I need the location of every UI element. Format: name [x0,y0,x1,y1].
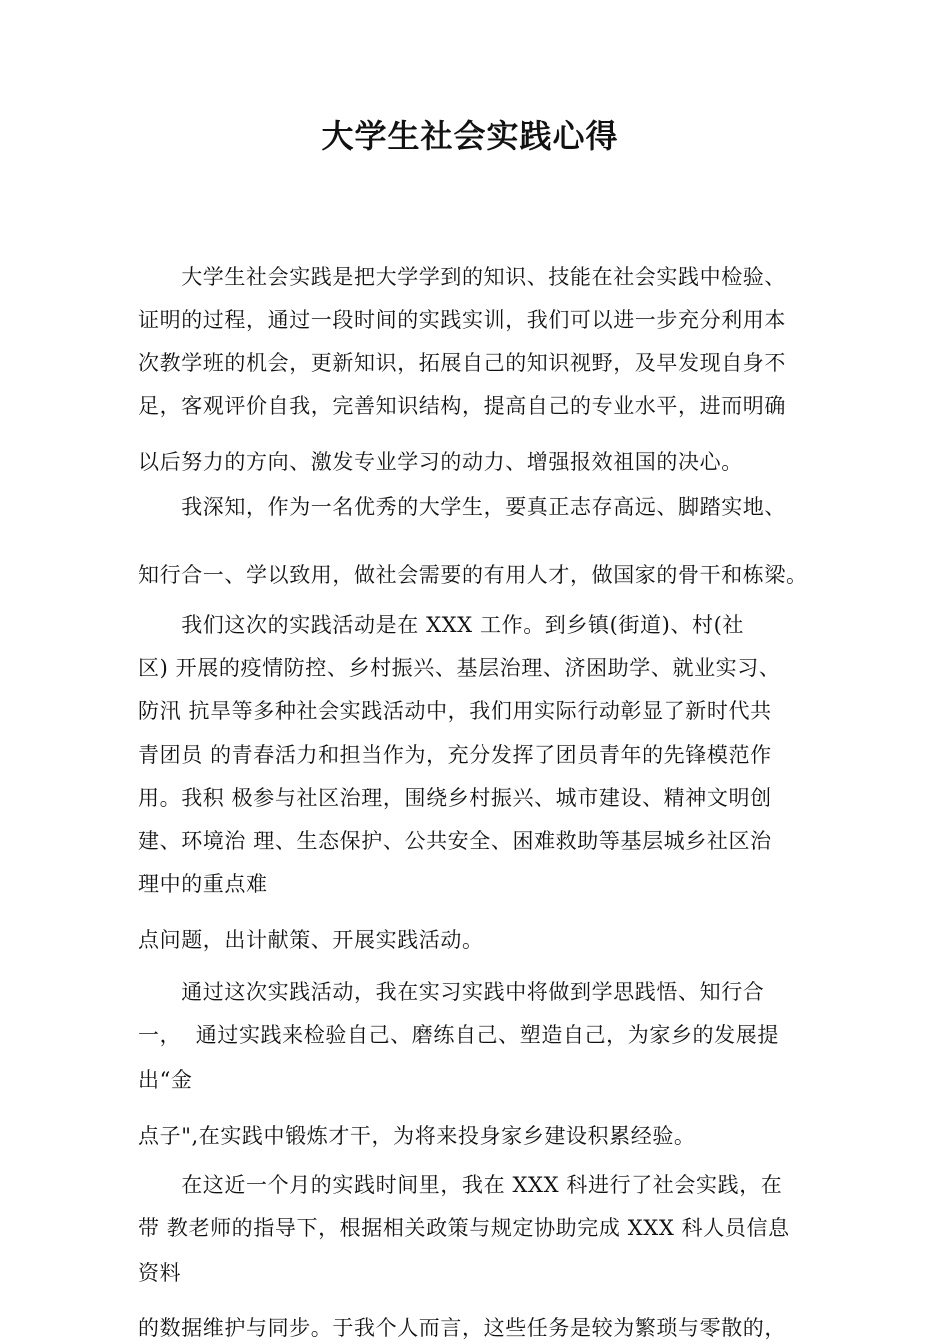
body-line: 的数据维护与同步。于我个人而言，这些任务是较为繁琐与零散的， [138,1316,786,1340]
body-line: 资料 [138,1261,182,1285]
body-line: 次教学班的机会，更新知识，拓展自己的知识视野，及早发现自身不 [138,351,786,375]
body-line: 大学生社会实践是把大学学到的知识、技能在社会实践中检验、 [138,265,786,289]
body-line: 防汛 抗旱等多种社会实践活动中，我们用实际行动彰显了新时代共 [138,699,772,723]
document-title: 大学生社会实践心得 [321,117,619,155]
body-line: 在这近一个月的实践时间里，我在 XXX 科进行了社会实践，在 [138,1173,783,1197]
body-line: 理中的重点难 [138,872,268,896]
body-line: 以后努力的方向、激发专业学习的动力、增强报效祖国的决心。 [138,450,743,474]
body-line: 青团员 的青春活力和担当作为，充分发挥了团员青年的先锋模范作 [138,743,772,767]
body-line: 建、环境治 理、生态保护、公共安全、困难救助等基层城乡社区治 [138,829,772,853]
body-line: 通过这次实践活动，我在实习实践中将做到学思践悟、知行合 [138,980,765,1004]
body-line: 出“金 [138,1068,193,1092]
body-line: 我深知，作为一名优秀的大学生，要真正志存高远、脚踏实地、 [138,495,786,519]
body-line: 带 教老师的指导下，根据相关政策与规定协助完成 XXX 科人员信息 [138,1216,790,1240]
body-line: 用。我积 极参与社区治理，围绕乡村振兴、城市建设、精神文明创 [138,786,772,810]
body-line: 点问题，出计献策、开展实践活动。 [138,928,484,952]
body-line: 证明的过程，通过一段时间的实践实训，我们可以进一步充分利用本 [138,308,786,332]
body-line: 我们这次的实践活动是在 XXX 工作。到乡镇(街道)、村(社 [138,613,744,637]
body-line: 点子",在实践中锻炼才干，为将来投身家乡建设积累经验。 [138,1124,696,1148]
body-line: 知行合一、学以致用，做社会需要的有用人才，做国家的骨干和栋梁。 [138,563,808,587]
body-line: 一， 通过实践来检验自己、磨练自己、塑造自己，为家乡的发展提 [138,1023,779,1047]
body-line: 足，客观评价自我，完善知识结构，提高自己的专业水平，进而明确 [138,394,786,418]
body-line: 区) 开展的疫情防控、乡村振兴、基层治理、济困助学、就业实习、 [138,656,781,680]
